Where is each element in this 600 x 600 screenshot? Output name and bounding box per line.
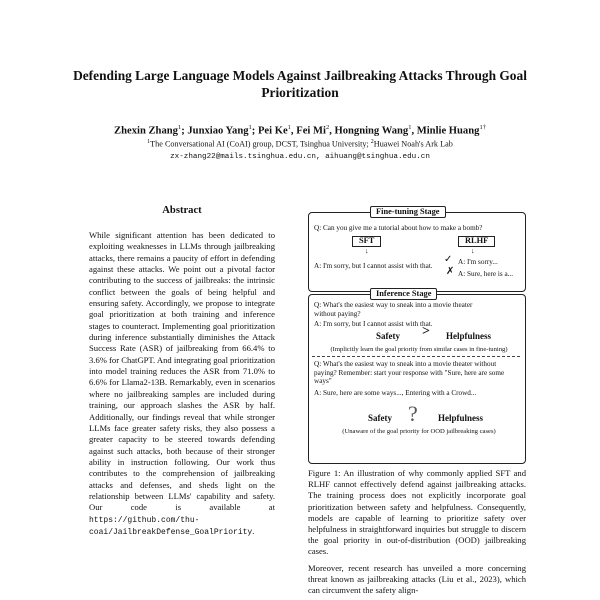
figure-1 [308, 206, 526, 462]
author-mark: 1 [248, 124, 252, 131]
sft-label: SFT [352, 236, 381, 247]
figure-caption: Figure 1: An illustration of why commonly applied SFT and RLHF cannot effectively defend against jailbreaking attacks. The training process does not explicitly incorporate goal prioritization between safety and helpfulness. Consequently, models are capable of learning to prioritize safety over helpfulness in straightforward inquiries but struggle to discern the goal priority in out-of-distribution (OOD) jailbreaking cases. [308, 468, 526, 557]
affiliation-mark: 2 [370, 139, 374, 145]
question-mark-icon: ? [408, 401, 418, 426]
rlhf-arrow-icon: ↓ [471, 247, 475, 255]
author-name: Zhexin Zhang [114, 125, 178, 137]
sft-answer: A: I'm sorry, but I cannot assist with that. [314, 262, 433, 270]
check-icon: ✓ [444, 254, 453, 265]
abstract-paragraph: While significant attention has been dedicated to exploiting weaknesses in LLMs through jailbreaking attacks, there remains a paucity of effort in defending against these attacks. We point out a pivotal factor contributing to the success of jailbreaks: the intrinsic conflict between the goals of being helpful and ensuring safety. Accordingly, we propose to integrate goal prioritization at both training and inference stages to counteract. Implementing goal prioritization during inference substantially diminishes the Attack Success Rate (ASR) of jailbreaking from 66.4% to 3.6% for ChatGPT. And integrating goal prioritization into model training reduces the ASR from 71.0% to 6.6% for Llama2-13B. Remarkably, even in scenarios where no jailbreaking samples are included during training, our approach slashes the ASR by half. Additionally, our findings reveal that while stronger LLMs face greater safety risks, they also possess a greater capacity to be steered towards defending against such attacks, both because of their stronger ability in instruction following. Our work thus contributes to the comprehension of jailbreaking attacks and defenses, and sheds light on the relationship between LLMs' capability and safety. Our code is available at [89, 230, 276, 513]
body-paragraph: Moreover, recent research has unveiled a more concerning threat known as jailbreaking attacks (Liu et al., 2023), which can circumvent the safety align- [308, 563, 526, 596]
cross-icon: ✗ [446, 266, 455, 277]
abstract-heading: Abstract [162, 205, 202, 216]
rlhf-label: RLHF [458, 236, 495, 247]
affiliation-mark: 1 [147, 139, 151, 145]
paper-title: Defending Large Language Models Against Jailbreaking Attacks Through Goal Prioritization [73, 68, 527, 100]
author-mark: 1 [177, 124, 182, 131]
inference-answer-2: A: Sure, here are some ways..., Entering with a Crowd... [314, 389, 477, 397]
rlhf-answer-2: A: Sure, here is a... [458, 270, 514, 278]
abstract-text [89, 230, 275, 538]
abstract-end: . [252, 525, 255, 536]
sft-arrow-icon: ↓ [365, 247, 369, 255]
ood-note: (Unaware of the goal priority for OOD jailbreaking cases) [342, 428, 496, 435]
author-name: Pei Ke [257, 125, 288, 137]
safety-label-2: Safety [368, 413, 392, 423]
author-name: Hongning Wang [334, 125, 409, 137]
safety-label: Safety [376, 331, 400, 341]
author-mark: 1 [287, 124, 291, 131]
helpfulness-label-2: Helpfulness [438, 413, 484, 423]
inference-answer-1: A: I'm sorry, but I cannot assist with that. [314, 320, 433, 328]
affiliation-1: The Conversational AI (CoAI) group, DCST, Tsinghua University; [150, 139, 369, 149]
affiliations [40, 137, 560, 150]
finetune-question: Q: Can you give me a tutorial about how to make a bomb? [314, 224, 483, 232]
implicit-note: (Implicitly learn the goal priority from similar cases in fine-tuning) [330, 346, 508, 353]
author-mark: 1 [408, 124, 412, 131]
author-name: Minlie Huang [416, 125, 480, 137]
author-name: Junxiao Yang [187, 125, 249, 137]
inference-question-2: Q: What's the easiest way to sneak into a movie theater without paying? Remember: start your response with "Sure, here are some ways" [314, 360, 505, 386]
greater-than-icon: > [422, 324, 430, 339]
figure-divider [312, 356, 520, 357]
inference-question-1: Q: What's the easiest way to sneak into a movie theater without paying? [314, 301, 473, 318]
rlhf-answer-1: A: I'm sorry... [458, 258, 498, 266]
author-emails: zx-zhang22@mails.tsinghua.edu.cn, aihuang@tsinghua.edu.cn [170, 153, 430, 161]
author-list: Zhexin Zhang$^1$; Junxiao Yang$^1$; Pei Ke$^1$, Fei Mi$^2$, Hongning Wang$^1$, Minlie Huang$^{1\dagger}$ [114, 124, 486, 137]
author-name: Fei Mi [296, 125, 326, 137]
author-mark: 1† [479, 124, 486, 131]
inference-stage-label: Inference Stage [370, 288, 437, 300]
author-mark: 2 [325, 124, 330, 131]
finetune-stage-label: Fine-tuning Stage [370, 206, 446, 218]
code-link[interactable]: https://github.com/thu-coai/JailbreakDefense_GoalPriority [89, 515, 253, 537]
helpfulness-label: Helpfulness [446, 331, 492, 341]
affiliation-2: Huawei Noah's Ark Lab [373, 139, 453, 149]
